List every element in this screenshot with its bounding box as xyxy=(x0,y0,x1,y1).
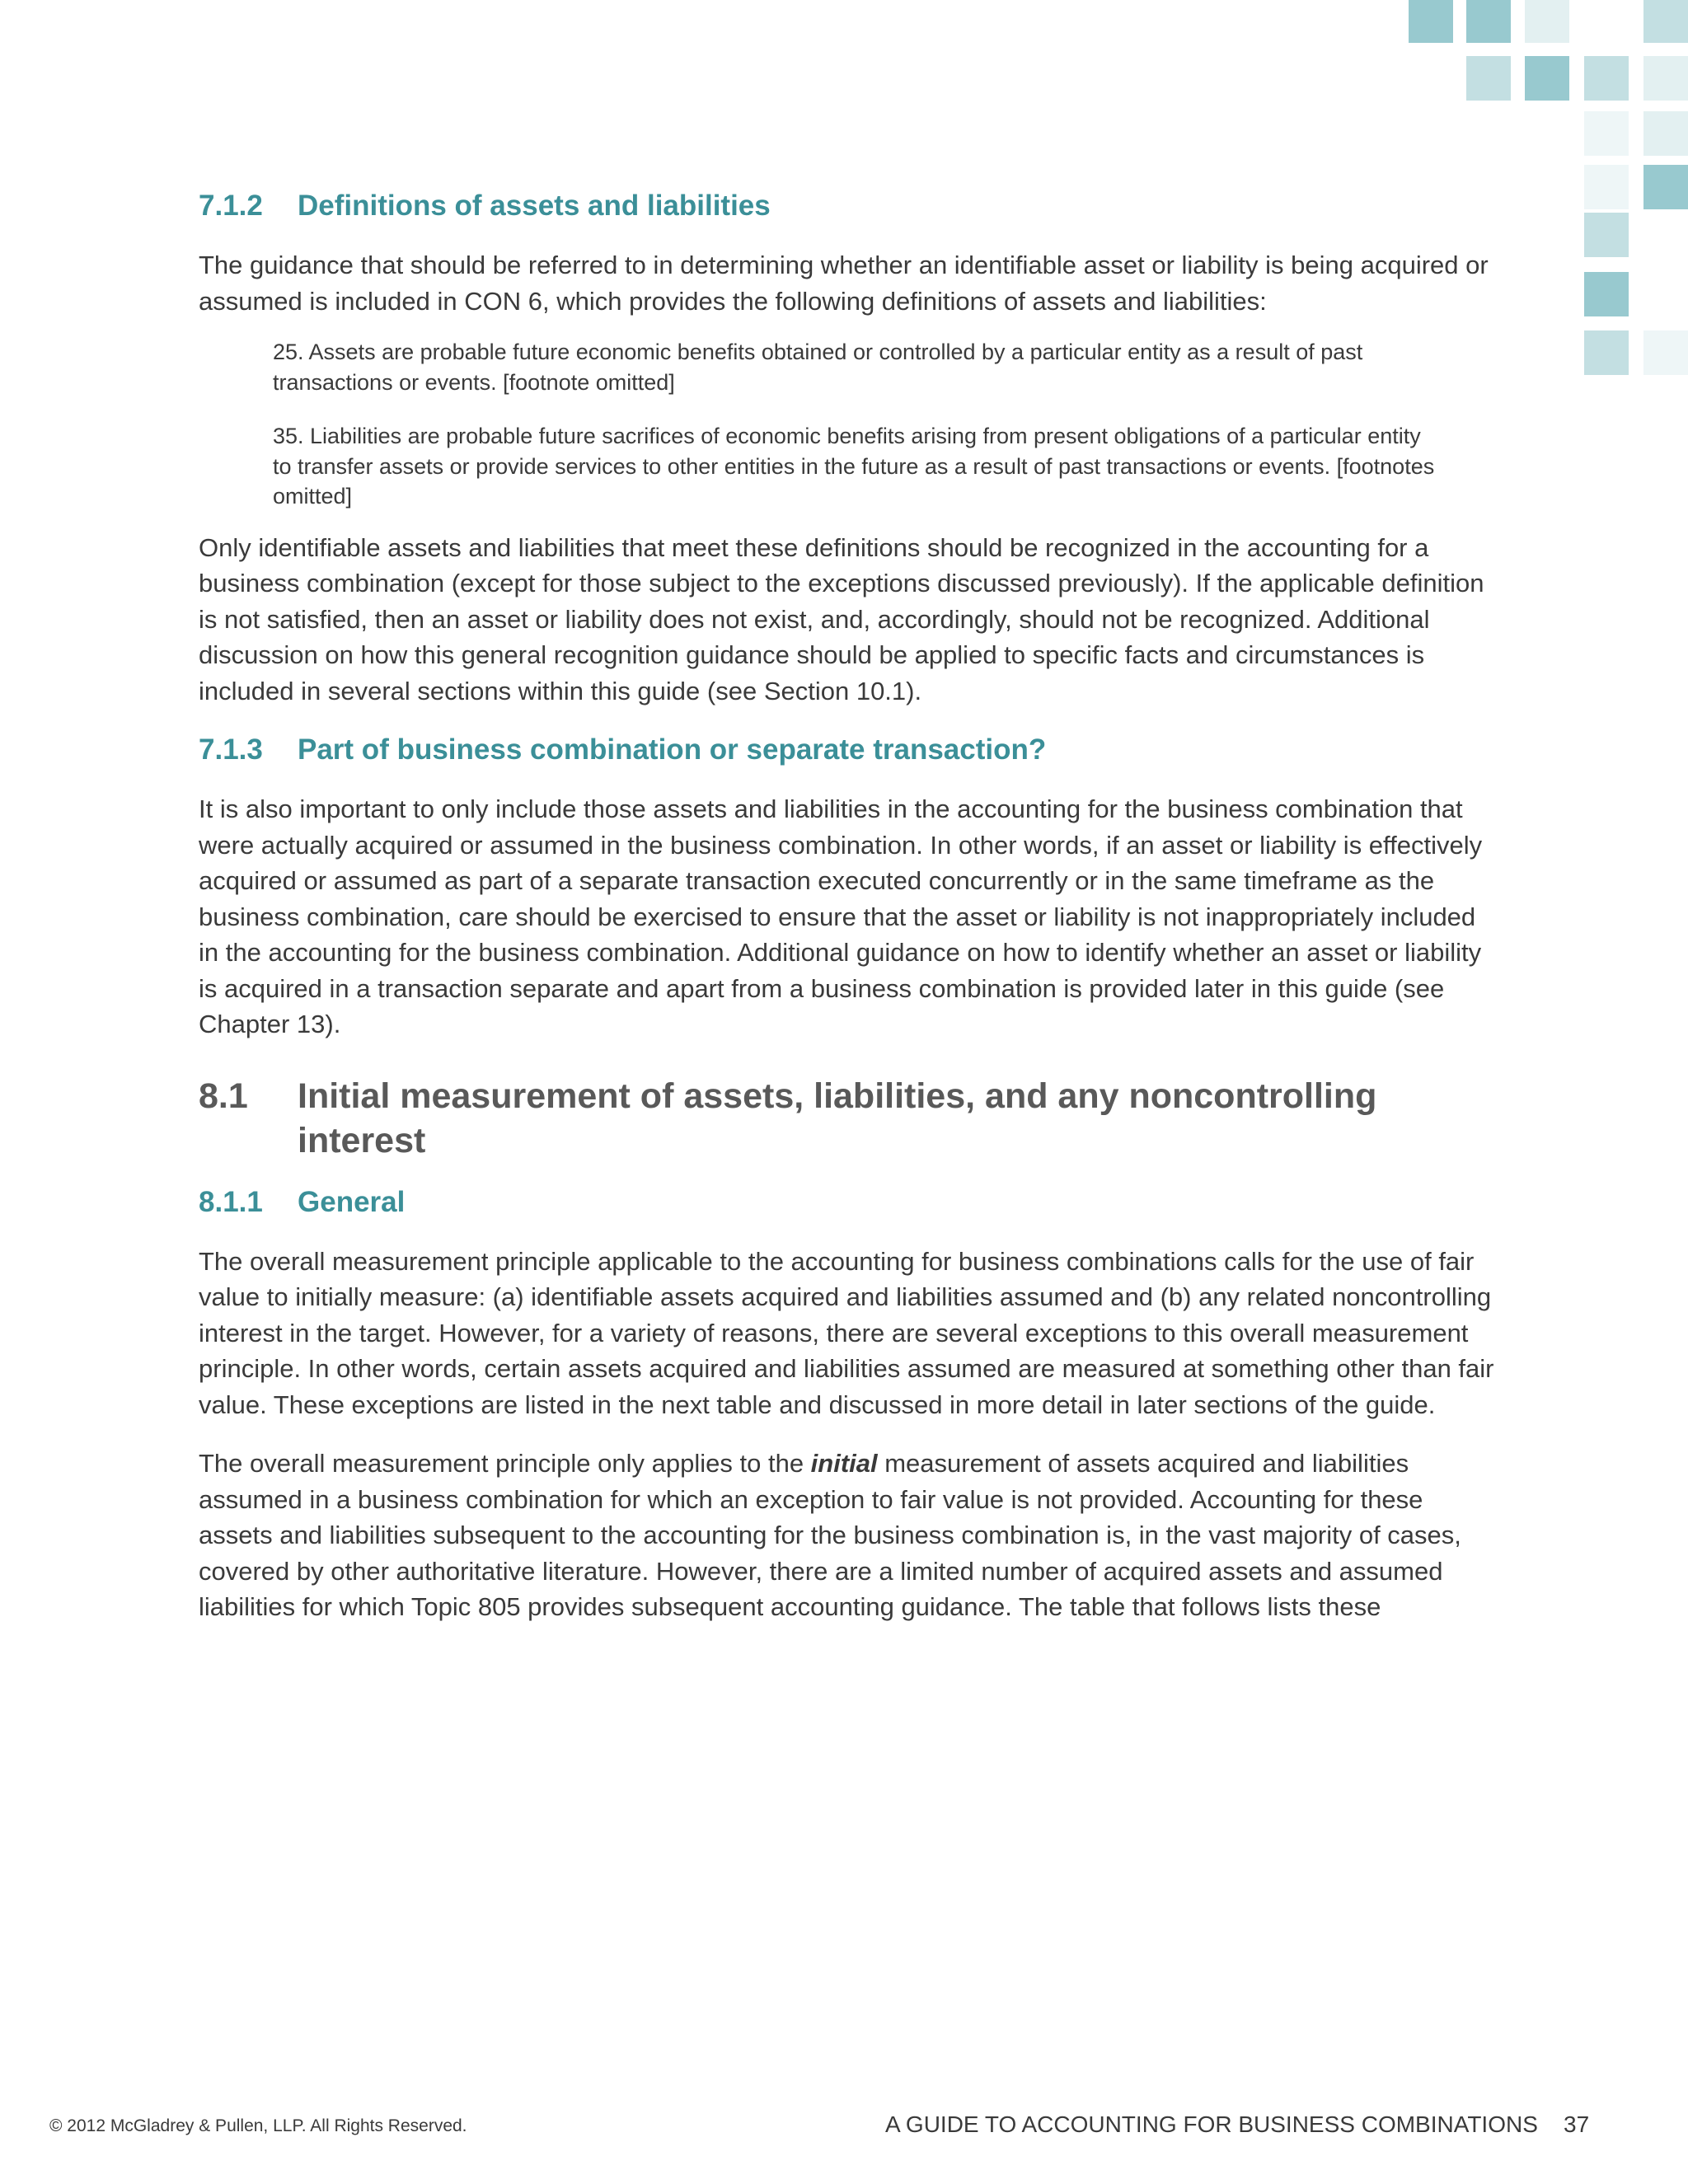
decorative-tile xyxy=(1643,111,1688,156)
section-8-1-1-paragraph-2 xyxy=(199,1446,1501,1625)
section-heading-7-1-2 xyxy=(199,188,1501,224)
section-title: General xyxy=(298,1185,406,1218)
decorative-tile xyxy=(1584,56,1629,101)
footer-document-title: A GUIDE TO ACCOUNTING FOR BUSINESS COMBINATIONS xyxy=(885,2111,1538,2137)
decorative-tile xyxy=(1584,165,1629,209)
section-title: Initial measurement of assets, liabilities, and any noncontrolling interest xyxy=(298,1076,1377,1160)
section-heading-7-1-3 xyxy=(199,732,1501,768)
decorative-tile xyxy=(1525,56,1569,101)
section-8-1-1-paragraph-1: The overall measurement principle applicable to the accounting for business combinations calls for the use of fair value to initially measure: (a) identifiable assets acquired and liabilities assumed and (b) any related noncontrolling interest in the target. However, for a variety of reasons, there are several exceptions to this overall measurement principle. In other words, certain assets acquired and liabilities assumed are measured at something other than fair value. These exceptions are listed in the next table and discussed in more detail in later sections of the guide. xyxy=(199,1246,1494,1419)
section-number: 7.1.2 xyxy=(199,190,263,222)
footer-copyright: © 2012 McGladrey & Pullen, LLP. All Rights Reserved. xyxy=(49,2116,467,2135)
decorative-tile xyxy=(1466,0,1511,43)
decorative-tile xyxy=(1643,56,1688,101)
con6-quote xyxy=(273,337,1443,512)
decorative-tile xyxy=(1643,330,1688,375)
decorative-tile xyxy=(1525,0,1569,43)
page-number: 37 xyxy=(1564,2111,1590,2137)
document-body xyxy=(199,188,1501,1625)
decorative-tile xyxy=(1584,111,1629,156)
section-heading-8-1 xyxy=(199,1074,1501,1163)
decorative-tile xyxy=(1466,56,1511,101)
section-title: Definitions of assets and liabilities xyxy=(298,190,771,222)
section-number: 8.1 xyxy=(199,1076,248,1116)
section-7-1-2-paragraph: Only identifiable assets and liabilities that meet these definitions should be recognized in the accounting for a business combination (except for those subject to the exceptions discussed previously). If the applicable definition is not satisfied, then an asset or liability does not exist, and, accordingly, should not be recognized. Additional discussion on how this general recognition guidance should be applied to specific facts and circumstances is included in several sections within this guide (see Section 10.1). xyxy=(199,532,1484,705)
paragraph-text: The overall measurement principle only applies to the xyxy=(199,1449,811,1478)
paragraph-text: measurement of assets acquired and liabilities assumed in a business combination for which an exception to fair value is not provided. Accounting for these assets and liabilities subsequent to the accounting for the business combination is, in the vast majority of cases, covered by other authoritative literature. However, there are a limited number of acquired assets and assumed liabilities for which Topic 805 provides subsequent accounting guidance. The table that follows lists these xyxy=(199,1449,1461,1621)
section-number: 8.1.1 xyxy=(199,1185,263,1218)
section-number: 7.1.3 xyxy=(199,733,263,766)
emphasis-text: initial xyxy=(810,1449,878,1478)
section-7-1-3-paragraph: It is also important to only include those assets and liabilities in the accounting for the business combination that were actually acquired or assumed in the business combination. In other words, if an asset or liability is effectively acquired or assumed as part of a separate transaction executed concurrently or in the same timeframe as the business combination, care should be exercised to ensure that the asset or liability is not inappropriately included in the accounting for the business combination. Additional guidance on how to identify whether an asset or liability is acquired in a transaction separate and apart from a business combination is provided later in this guide (see Chapter 13). xyxy=(199,794,1483,1038)
section-title: Part of business combination or separate transaction? xyxy=(298,733,1047,766)
decorative-tile xyxy=(1409,0,1453,43)
decorative-tile xyxy=(1643,0,1688,43)
quote-paragraph-35: 35. Liabilities are probable future sacrifices of economic benefits arising from present obligations of a particular entity to transfer assets or provide services to other entities in the future as a result of past transactions or events. [footnotes omitted] xyxy=(273,424,1435,509)
section-heading-8-1-1 xyxy=(199,1184,1501,1221)
decorative-tile xyxy=(1643,165,1688,209)
section-7-1-2-intro: The guidance that should be referred to in determining whether an identifiable asset or liability is being acquired or assumed is included in CON 6, which provides the following definitions of assets and liabilities: xyxy=(199,251,1489,316)
decorative-tile xyxy=(1584,272,1629,316)
quote-paragraph-25: 25. Assets are probable future economic benefits obtained or controlled by a particular entity as a result of past transactions or events. [footnote omitted] xyxy=(273,340,1363,395)
decorative-tile xyxy=(1584,213,1629,257)
decorative-tile xyxy=(1584,330,1629,375)
